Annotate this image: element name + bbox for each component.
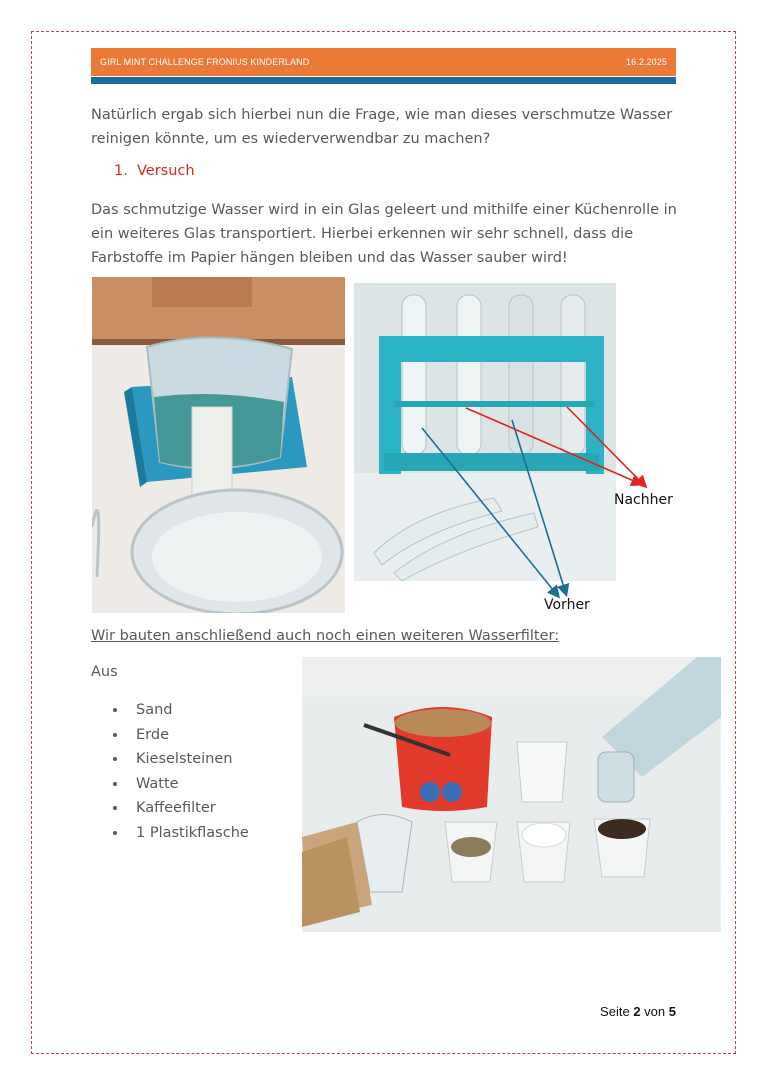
materials-list bbox=[113, 698, 249, 845]
list-item-text: 1 Plastikflasche bbox=[136, 824, 249, 841]
materials-intro: Aus bbox=[91, 664, 118, 680]
list-item bbox=[113, 821, 249, 846]
label-before: Vorher bbox=[544, 597, 590, 613]
experiment-number: 1. bbox=[114, 163, 128, 179]
arrow-before-2 bbox=[512, 420, 566, 594]
photo-filter-materials bbox=[302, 657, 721, 932]
header-title: GIRL MINT CHALLENGE FRONIUS KINDERLAND bbox=[100, 57, 310, 67]
list-item bbox=[113, 747, 249, 772]
bullet bbox=[113, 831, 117, 835]
arrow-before-1 bbox=[422, 428, 558, 596]
list-item-text: Sand bbox=[136, 702, 173, 719]
intro-paragraph: Natürlich ergab sich hierbei nun die Frage, wie man dieses verschmutze Wasser reinigen könnte, um es wiederverwendbar zu machen? bbox=[91, 107, 673, 147]
arrow-after-1 bbox=[466, 408, 641, 484]
list-item bbox=[113, 772, 249, 797]
bullet bbox=[113, 757, 117, 761]
page-footer bbox=[600, 1004, 676, 1019]
bullet bbox=[113, 733, 117, 737]
footer-middle: von bbox=[644, 1004, 666, 1019]
list-item-text: Erde bbox=[136, 726, 169, 743]
label-after: Nachher bbox=[614, 492, 673, 508]
experiment-title: Versuch bbox=[137, 163, 195, 179]
list-item-text: Kaffeefilter bbox=[136, 800, 216, 817]
footer-prefix: Seite bbox=[600, 1004, 630, 1019]
arrow-after-2 bbox=[567, 407, 645, 486]
experiment-description: Das schmutzige Wasser wird in ein Glas geleert und mithilfe einer Küchenrolle in ein weiteres Glas transportiert. Hierbei erkennen wir sehr schnell, dass die Farbstoffe im Papier hängen bleiben und das Wasser sauber wird! bbox=[91, 202, 677, 266]
header-date: 16.2.2025 bbox=[626, 57, 667, 67]
bullet bbox=[113, 806, 117, 810]
list-item bbox=[113, 698, 249, 723]
footer-total-pages: 5 bbox=[668, 1004, 676, 1019]
list-item bbox=[113, 723, 249, 748]
list-item-text: Kieselsteinen bbox=[136, 751, 233, 768]
bullet bbox=[113, 782, 117, 786]
footer-page-number: 2 bbox=[633, 1004, 641, 1019]
list-item-text: Watte bbox=[136, 775, 179, 792]
bullet bbox=[113, 708, 117, 712]
filter-heading: Wir bauten anschließend auch noch einen weiteren Wasserfilter: bbox=[91, 628, 560, 644]
list-item bbox=[113, 796, 249, 821]
